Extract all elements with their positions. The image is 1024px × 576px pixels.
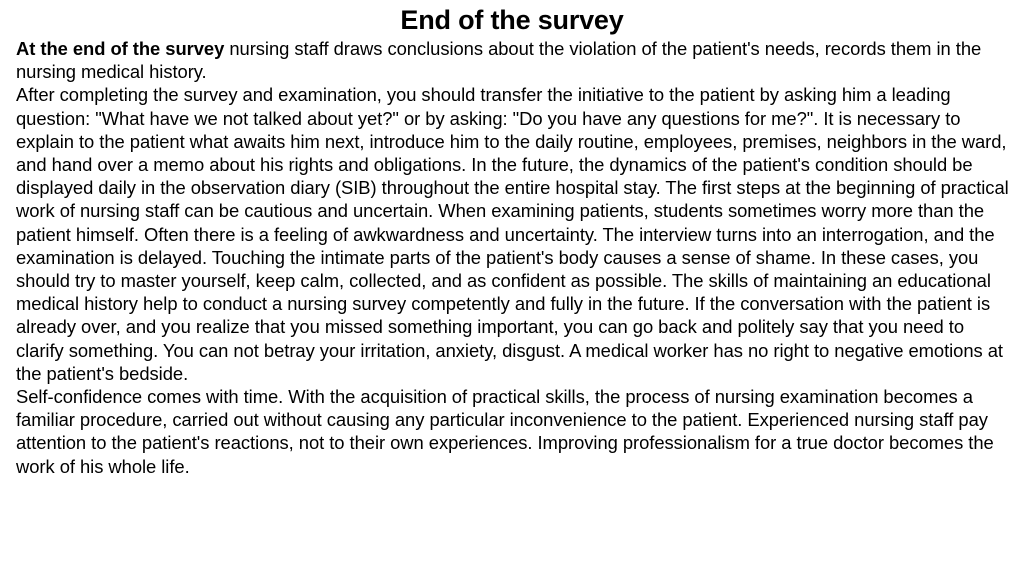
paragraph-text: nursing staff draws conclusions about the violation of the patient's needs, records them in the nursing medical history. (16, 38, 982, 83)
slide-title: End of the survey (400, 5, 624, 35)
paragraph-text: After completing the survey and examination, you should transfer the initiative to the patient by asking him a leading question: "What have we not talked about yet?" or by asking: "Do you have any questions for me?". It is necessary to explain to the patient what awaits him next, introduce him to the daily routine, employees, premises, neighbors in the ward, and hand over a memo about his rights and obligations. In the future, the dynamics of the patient's condition should be displayed daily in the observation diary (SIB) throughout the entire hospital stay. The first steps at the beginning of practical work of nursing staff can be cautious and uncertain. When examining patients, students sometimes worry more than the patient himself. Often there is a feeling of awkwardness and uncertainty. The interview turns into an interrogation, and the examination is delayed. Touching the intimate parts of the patient's body causes a sense of shame. In these cases, you should try to master yourself, keep calm, collected, and as confident as possible. The skills of maintaining an educational medical history help to conduct a nursing survey competently and fully in the future. If the conversation with the patient is already over, and you realize that you missed something important, you can go back and politely say that you need to clarify something. You can not betray your irritation, anxiety, disgust. A medical worker has no right to negative emotions at the patient's bedside. (16, 84, 1009, 384)
paragraph-conclusions (16, 37, 1016, 83)
paragraph-after-survey (16, 83, 1016, 385)
slide-body (16, 37, 1016, 478)
paragraph-self-confidence (16, 385, 1016, 478)
paragraph-lead-bold: At the end of the survey (16, 38, 225, 59)
paragraph-text: Self-confidence comes with time. With the acquisition of practical skills, the process of nursing examination becomes a familiar procedure, carried out without causing any particular inconvenience to the patient. Experienced nursing staff pay attention to the patient's reactions, not to their own experiences. Improving professionalism for a true doctor becomes the work of his whole life. (16, 386, 994, 477)
